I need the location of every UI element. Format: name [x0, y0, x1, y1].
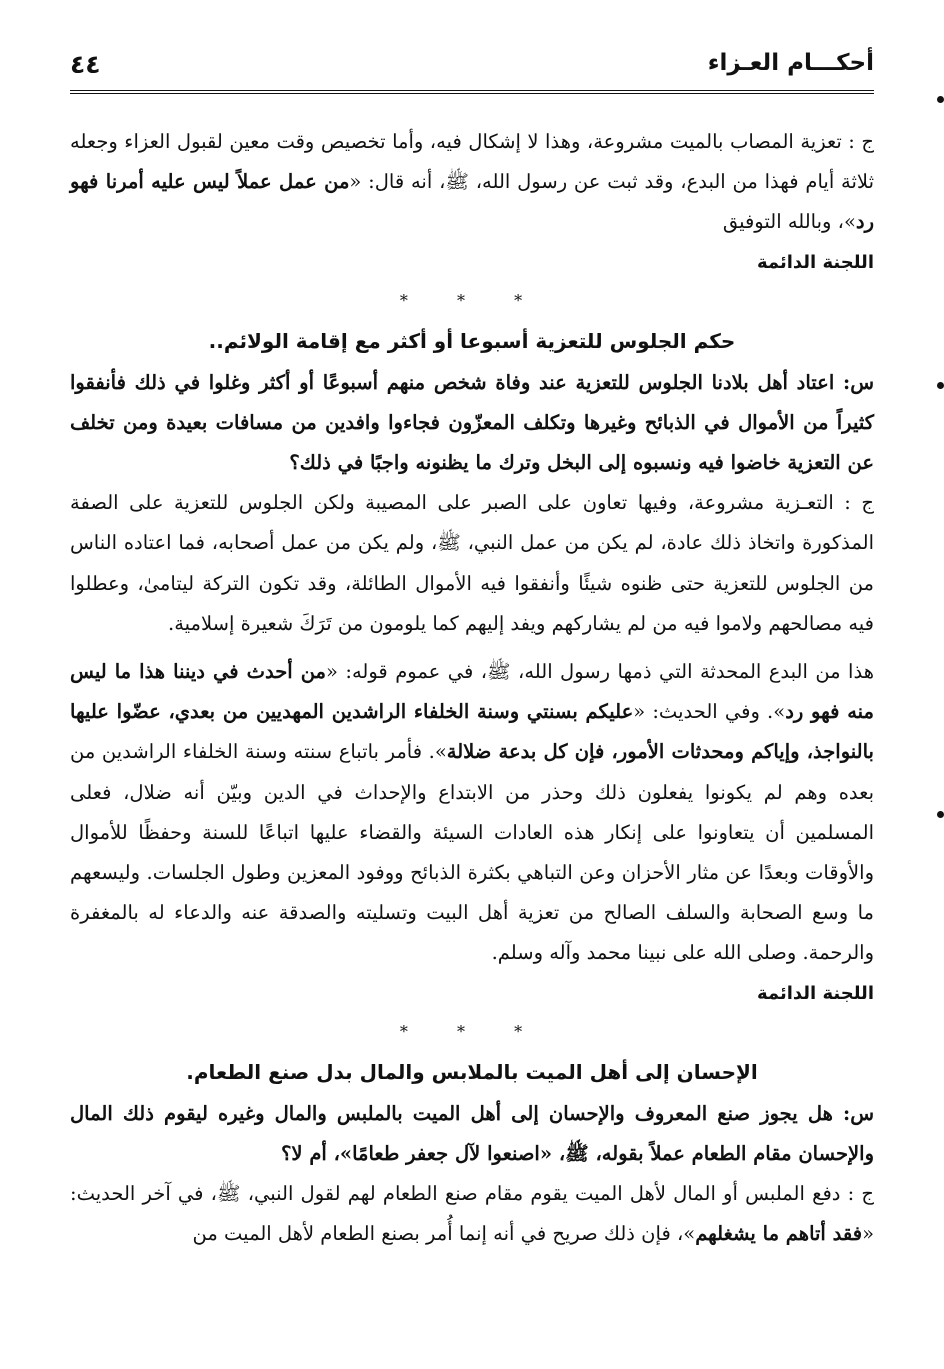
answer-prefix: ج : — [833, 491, 874, 515]
hadith-quote: فقد أتاهم ما يشغلهم — [695, 1222, 863, 1246]
section-heading: حكم الجلوس للتعزية أسبوعا أو أكثر مع إقامة الولائم.. — [208, 328, 736, 353]
question-prefix: س: — [834, 370, 874, 394]
section-separator: * * * — [399, 1021, 545, 1041]
question-paragraph: س: هل يجوز صنع المعروف والإحسان إلى أهل الميت بالملبس والمال وغيره ليقوم ذلك المال والإحسان مقام الطعام عملاً بقوله، ﷺ، «اصنعوا لآل جعفر طعامًا»، أم لا؟ — [70, 1101, 874, 1165]
signature: اللجنة الدائمة — [756, 982, 874, 1004]
page-header — [70, 50, 874, 92]
hadith-quote: من عمل عملاً ليس عليه أمرنا فهو رد — [70, 170, 874, 234]
answer-paragraph: ج : دفع الملبس أو المال لأهل الميت يقوم مقام صنع الطعام لهم لقول النبي، ﷺ، في آخر الحديث: «فقد أتاهم ما يشغلهم»، فإن ذلك صريح في أنه إنما أُمر بصنع الطعام لأهل الميت من — [70, 1182, 875, 1246]
answer-paragraph: ج : التعـزية مشروعة، وفيها تعاون على الصبر على المصيبة ولكن الجلوس للتعزية على الصفة المذكورة واتخاذ ذلك عادة، لم يكن من عمل النبي، ﷺ، ولم يكن من عمل أصحابه، فما اعتاده الناس من الجلوس للتعزية حتى ظنوه شيئًا وأنفقوا فيه الأموال الطائلة، وقد تكون التركة ليتامىٰ، وعطلوا فيه مصالحهم ولاموا فيه من لم يشاركهم ويفد إليهم كما يلومون من تَرَكَ شعيرة إسلامية. — [70, 491, 874, 635]
running-title: أحكـــام العـزاء — [707, 50, 874, 76]
hadith-quote: اصنعوا لآل جعفر طعامًا — [352, 1141, 540, 1165]
hadith-quote: عليكم بسنتي وسنة الخلفاء الراشدين المهديين من بعدي، عضّوا عليها بالنواجذ، وإياكم ومحدثات الأمور، فإن كل بدعة ضلالة — [70, 700, 874, 764]
margin-mark — [937, 382, 944, 389]
margin-mark — [937, 811, 944, 818]
answer-paragraph: هذا من البدع المحدثة التي ذمها رسول الله، ﷺ، في عموم قوله: «من أحدث في ديننا هذا ما ليس منه فهو رد». وفي الحديث: «عليكم بسنتي وسنة الخلفاء الراشدين المهديين من بعدي، عضّوا عليها بالنواجذ، وإياكم ومحدثات الأمور، فإن كل بدعة ضلالة». فأمر باتباع سنته وسنة الخلفاء الراشدين من بعده وهم لم يكونوا يفعلون ذلك وحذر من الابتداع والإحداث في الدين وبيّن أنه ضلال، فعلى المسلمين أن يتعاونوا على إنكار هذه العادات السيئة والقضاء عليها اتباعًا للسنة وحفظًا للأموال والأوقات وبعدًا عن مثار الأحزان وعن التباهي بكثرة الذبائح ووفود المعزين وطول الجلسات. وليسعهم ما وسع الصحابة والسلف الصالح من تعزية أهل البيت وتسليته والصدقة عنه والدعاء له بالمغفرة والرحمة. وصلى الله على نبينا محمد وآله وسلم. — [70, 660, 874, 965]
answer-paragraph: ج : تعزية المصاب بالميت مشروعة، وهذا لا إشكال فيه، وأما تخصيص وقت معين لقبول العزاء وجعله ثلاثة أيام فهذا من البدع، وقد ثبت عن رسول الله، ﷺ، أنه قال: «من عمل عملاً ليس عليه أمرنا فهو رد»، وبالله التوفيق — [70, 130, 874, 234]
section-separator: * * * — [399, 290, 545, 310]
header-rule — [70, 90, 874, 98]
hadith-quote: من أحدث في ديننا هذا ما ليس منه فهو رد — [70, 660, 874, 724]
signature: اللجنة الدائمة — [756, 251, 874, 273]
page-body — [70, 122, 874, 1254]
section-heading: الإحسان إلى أهل الميت بالملابس والمال بدل صنع الطعام. — [186, 1059, 758, 1084]
answer-prefix: ج : — [841, 130, 874, 153]
question-paragraph: س: اعتاد أهل بلادنا الجلوس للتعزية عند وفاة شخص منهم أسبوعًا أو أكثر وغلوا في ذلك فأنفقوا كثيراً من الأموال في الذبائح وغيرها وتكلف المعزّون فجاءوا وافدين من مسافات بعيدة ومن تخلف عن التعزية خاضوا فيه ونسبوه إلى البخل وترك ما يظنونه واجبًا في ذلك؟ — [70, 370, 874, 475]
question-prefix: س: — [832, 1101, 874, 1125]
answer-prefix: ج : — [840, 1182, 875, 1206]
margin-mark — [937, 96, 944, 103]
page-number: ٤٤ — [70, 50, 101, 79]
